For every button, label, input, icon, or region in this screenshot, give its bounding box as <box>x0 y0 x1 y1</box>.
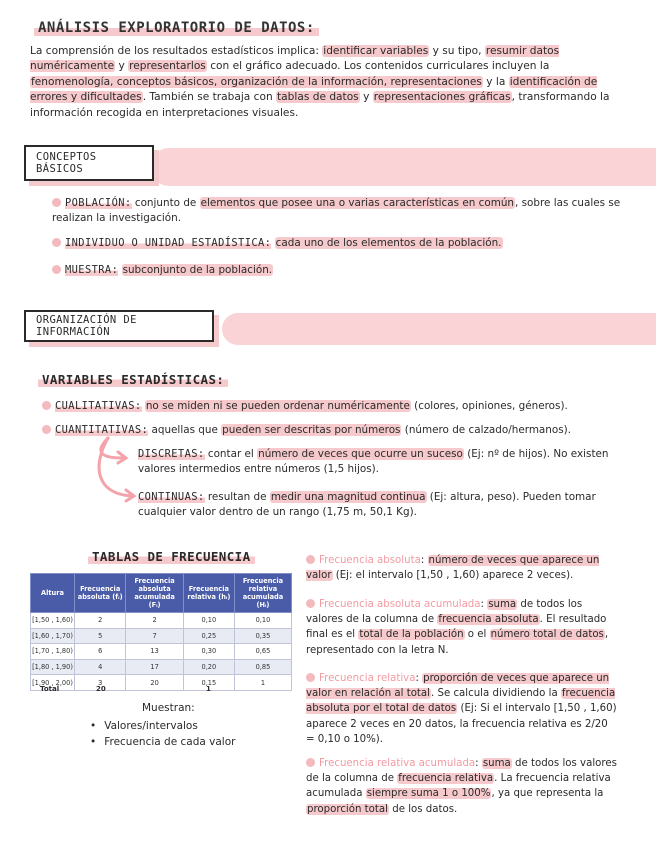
table-cell: 2 <box>75 613 126 629</box>
table-cell: 13 <box>126 644 183 660</box>
list-item: • Frecuencia de cada valor <box>90 734 235 750</box>
table-cell: 17 <box>126 659 183 675</box>
table-row <box>31 644 292 660</box>
table-cell: 2 <box>126 613 183 629</box>
total-label: Total <box>40 685 60 693</box>
bullet-dot-icon <box>306 599 315 608</box>
bullet-dot-icon <box>42 401 51 410</box>
total-relative: 1 <box>206 685 211 693</box>
section-band-organizacion <box>222 313 656 345</box>
definition-frecuencia-absoluta-acumulada: Frecuencia absoluta acumulada: suma de todos los valores de la columna de frecuencia absoluta. El resultado final es el total de la población o el número total de datos, representado con la letra N. <box>306 599 609 656</box>
bullet-dot-icon <box>52 238 61 247</box>
page-title: ANÁLISIS EXPLORATORIO DE DATOS: <box>34 20 319 36</box>
variables-title: VARIABLES ESTADÍSTICAS: <box>38 372 228 387</box>
frequency-table <box>30 573 292 691</box>
table-cell: 7 <box>126 628 183 644</box>
table-row <box>31 628 292 644</box>
table-cell: 4 <box>75 659 126 675</box>
table-cell: [1,50 , 1,60) <box>31 613 75 629</box>
bullet-dot-icon <box>306 758 315 767</box>
total-absolute: 20 <box>96 685 106 693</box>
conceptos-list <box>52 196 622 278</box>
list-item-cuantitativas: CUANTITATIVAS: aquellas que pueden ser descritas por números (número de calzado/hermanos). <box>42 423 622 438</box>
definition-frecuencia-relativa: Frecuencia relativa: proporción de veces que aparece un valor en relación al total. Se calcula dividiendo la frecuencia absoluta por el total de datos (Ej: Si el intervalo [1,50 , 1,60) aparece 2 veces en 20 datos, la frecuencia relativa es 2/20 = 0,10 o 10%). <box>306 673 617 745</box>
table-total-row <box>40 685 211 693</box>
bullet-dot-icon <box>42 425 51 434</box>
bullet-dot-icon <box>52 198 61 207</box>
table-cell: 0,10 <box>234 613 291 629</box>
list-item-poblacion: POBLACIÓN: conjunto de elementos que posee una o varias características en común, sobre las cuales se realizan la investigación. <box>52 197 621 224</box>
table-cell: 0,20 <box>183 659 234 675</box>
table-cell: 0,25 <box>183 628 234 644</box>
list-item-individuo: INDIVIDUO O UNIDAD ESTADÍSTICA: cada uno de los elementos de la población. <box>52 236 622 251</box>
column-header: Frecuencia absoluta (fᵢ) <box>75 574 126 613</box>
list-item-continuas: CONTINUAS: resultan de medir una magnitud continua (Ej: altura, peso). Pueden tomar cualquier valor dentro de un rango (1,75 m, 50,1 Kg). <box>138 491 596 518</box>
column-header: Frecuencia relativa acumulada (Hᵢ) <box>234 574 291 613</box>
table-cell: 3 <box>75 675 126 691</box>
definition-frecuencia-absoluta: Frecuencia absoluta: número de veces que aparece un valor (Ej: el intervalo [1,50 , 1,60) aparece 2 veces). <box>306 555 600 582</box>
table-cell: [1,70 , 1,80) <box>31 644 75 660</box>
table-row <box>31 675 292 691</box>
table-cell: 0,35 <box>234 628 291 644</box>
section-heading-organizacion: ORGANIZACIÓN DE INFORMACIÓN <box>24 310 214 342</box>
column-header: Frecuencia relativa (hᵢ) <box>183 574 234 613</box>
section-heading-conceptos: CONCEPTOS BÁSICOS <box>24 145 154 181</box>
table-cell: 0,15 <box>183 675 234 691</box>
table-cell: [1,80 , 1,90) <box>31 659 75 675</box>
table-cell: 20 <box>126 675 183 691</box>
table-cell: 0,30 <box>183 644 234 660</box>
muestran-label: Muestran: <box>142 702 195 714</box>
intro-paragraph: La comprensión de los resultados estadísticos implica: identificar variables y su tipo, resumir datos numéricamente y representarlos con el gráfico adecuado. Los contenidos curriculares incluyen la fenomenología, conceptos básicos, organización de la información, representaciones y la identificación de errores y dificultades. También se trabaja con tablas de datos y representaciones gráficas, transformando la información recogida en interpretaciones visuales. <box>30 45 610 119</box>
column-header: Frecuencia absoluta acumulada (Fᵢ) <box>126 574 183 613</box>
table-header-row <box>31 574 292 613</box>
definition-frecuencia-relativa-acumulada: Frecuencia relativa acumulada: suma de todos los valores de la columna de frecuencia relativa. La frecuencia relativa acumulada siempre suma 1 o 100%, ya que representa la proporción total de los datos. <box>306 758 617 815</box>
list-item-cualitativas: CUALITATIVAS: no se miden ni se pueden ordenar numéricamente (colores, opiniones, géneros). <box>42 399 622 414</box>
table-cell: [1,60 , 1,70) <box>31 628 75 644</box>
list-item-discretas: DISCRETAS: contar el número de veces que ocurre un suceso (Ej: nº de hijos). No existen valores intermedios entre números (1,5 hijos). <box>138 448 609 475</box>
table-row <box>31 659 292 675</box>
section-band-conceptos <box>150 148 656 186</box>
column-header: Altura <box>31 574 75 613</box>
muestran-list <box>90 718 235 750</box>
table-cell: 5 <box>75 628 126 644</box>
table-cell: 0,65 <box>234 644 291 660</box>
table-cell: 0,10 <box>183 613 234 629</box>
table-cell: 0,85 <box>234 659 291 675</box>
list-item-muestra: MUESTRA: subconjunto de la población. <box>52 263 622 278</box>
table-row <box>31 613 292 629</box>
bullet-dot-icon <box>306 555 315 564</box>
bullet-dot-icon <box>306 673 315 682</box>
table-cell: 6 <box>75 644 126 660</box>
table-cell: [1,90 , 2,00) <box>31 675 75 691</box>
table-title: TABLAS DE FRECUENCIA <box>88 549 255 564</box>
list-item: • Valores/intervalos <box>90 718 235 734</box>
bullet-dot-icon <box>52 265 61 274</box>
table-cell: 1 <box>234 675 291 691</box>
